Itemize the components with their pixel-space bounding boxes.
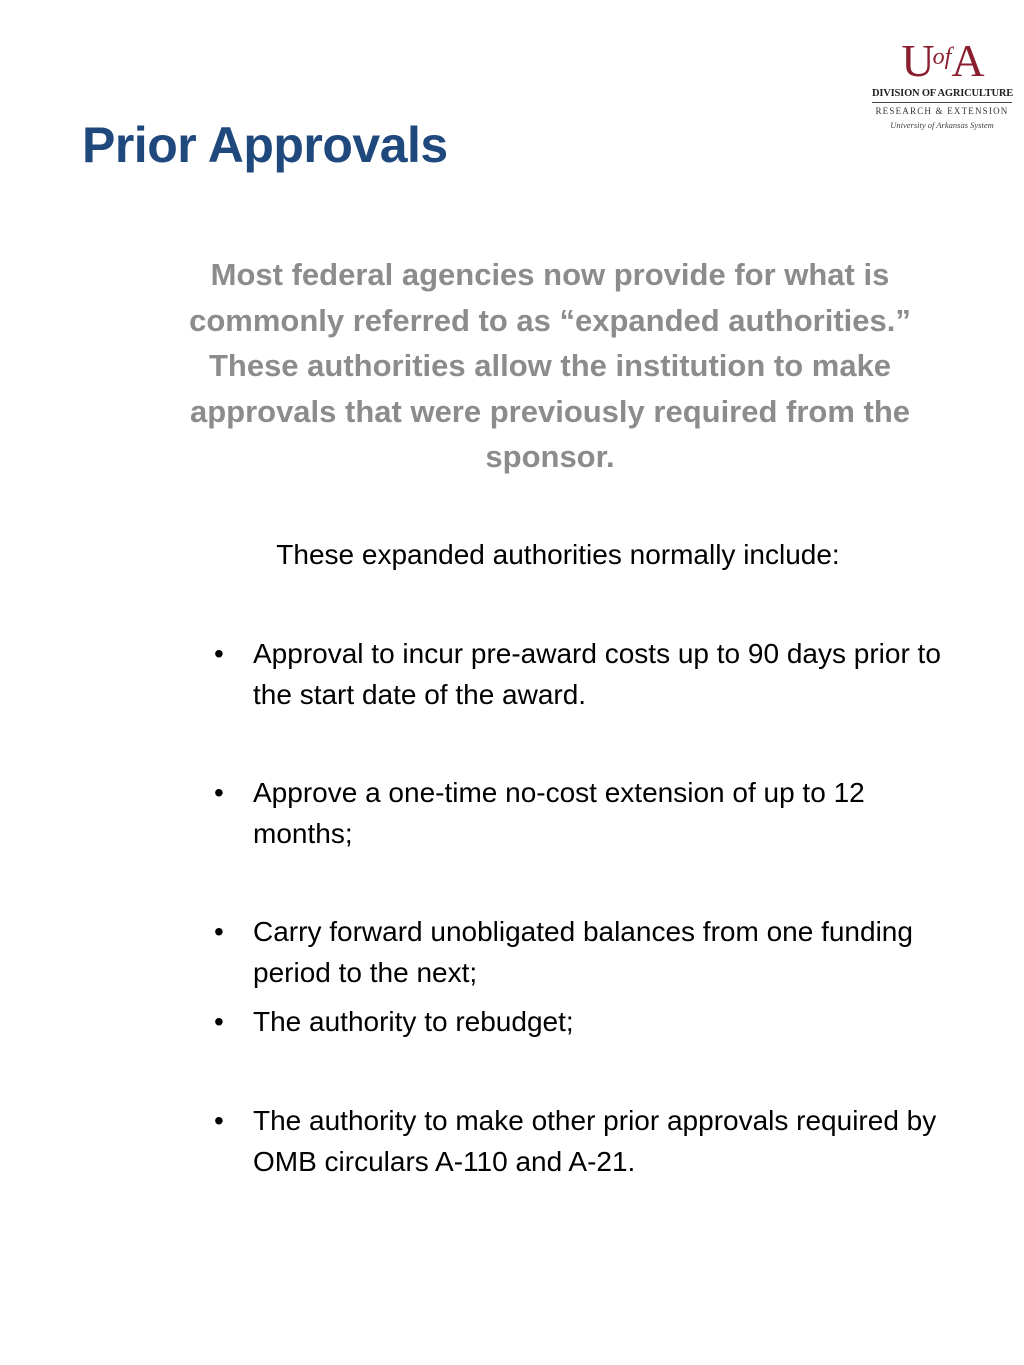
logo-university-system-text: University of Arkansas System (890, 120, 994, 130)
list-item (214, 1100, 954, 1182)
list-item (214, 633, 954, 715)
list-item-text: The authority to make other prior approvals required by OMB circulars A-110 and A-21. (253, 1105, 937, 1177)
list-item (214, 772, 954, 854)
bullet-dot-icon: • (214, 1006, 224, 1037)
bullet-dot-icon: • (214, 916, 224, 947)
ua-division-of-agriculture-logo (872, 32, 1012, 130)
list-item-text: Approval to incur pre-award costs up to 90 days prior to the start date of the award. (253, 638, 941, 710)
logo-division-text: DIVISION OF AGRICULTURE (872, 88, 1012, 103)
ua-logo-letter-u: U (901, 35, 933, 86)
ua-logo-letter-a: A (951, 35, 983, 86)
list-item-text: Carry forward unobligated balances from one funding period to the next; (253, 916, 913, 988)
list-item-text: The authority to rebudget; (253, 1006, 574, 1037)
bullet-dot-icon: • (214, 777, 224, 808)
slide-title: Prior Approvals (82, 117, 448, 173)
logo-research-extension-text: RESEARCH & EXTENSION (875, 106, 1009, 116)
ua-logo-mark (872, 32, 1012, 86)
lead-sentence: These expanded authorities normally include: (276, 539, 840, 570)
bullet-dot-icon: • (214, 638, 224, 669)
list-item-text: Approve a one-time no-cost extension of up to 12 months; (253, 777, 865, 849)
intro-paragraph: Most federal agencies now provide for what is commonly referred to as “expanded authorities.” These authorities allow the institution to make approvals that were previously required from the sponsor. (189, 257, 911, 474)
list-item (214, 1001, 954, 1042)
list-item (214, 911, 954, 993)
ua-logo-of: of (932, 44, 952, 70)
bullet-dot-icon: • (214, 1105, 224, 1136)
